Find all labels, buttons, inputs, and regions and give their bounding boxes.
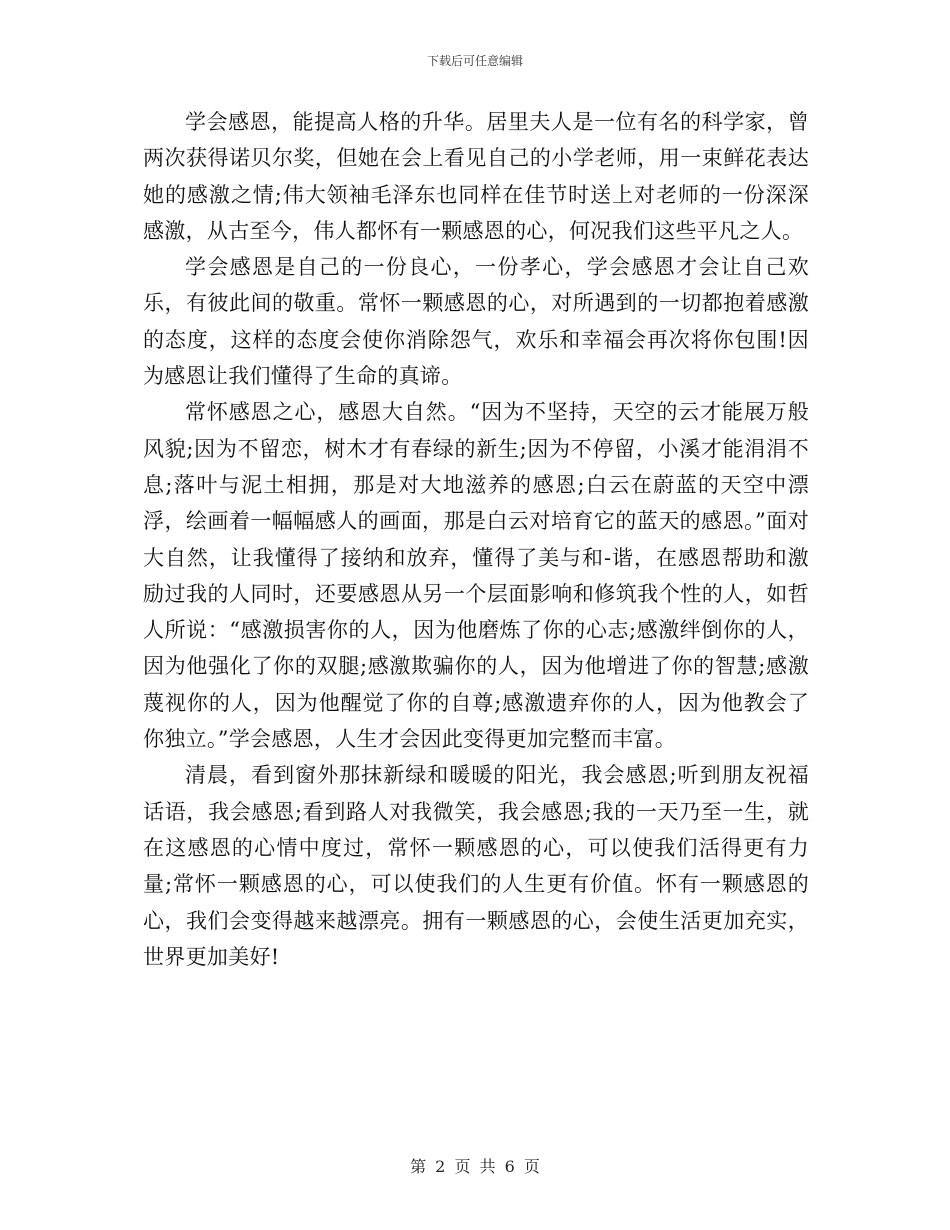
page-number-footer: 第 2 页 共 6 页	[410, 1157, 540, 1176]
paragraph: 学会感恩，能提高人格的升华。居里夫人是一位有名的科学家，曾两次获得诺贝尔奖，但她在会上看见自己的小学老师，用一束鲜花表达她的感激之情;伟大领袖毛泽东也同样在佳节时送上对老师的一份深深感激，从古至今，伟人都怀有一颗感恩的心，何况我们这些平凡之人。	[143, 110, 809, 243]
paragraph: 清晨，看到窗外那抹新绿和暖暖的阳光，我会感恩;听到朋友祝福话语，我会感恩;看到路人对我微笑，我会感恩;我的一天乃至一生，就在这感恩的心情中度过，常怀一颗感恩的心，可以使我们活得更有力量;常怀一颗感恩的心，可以使我们的人生更有价值。怀有一颗感恩的心，我们会变得越来越漂亮。拥有一颗感恩的心，会使生活更加充实，世界更加美好!	[143, 763, 809, 969]
paragraph: 学会感恩是自己的一份良心，一份孝心，学会感恩才会让自己欢乐，有彼此间的敬重。常怀一颗感恩的心，对所遇到的一切都抱着感激的态度，这样的态度会使你消除怨气，欢乐和幸福会再次将你包围!因为感恩让我们懂得了生命的真谛。	[143, 255, 809, 389]
page-header: 下载后可任意编辑	[426, 54, 523, 68]
paragraph: 常怀感恩之心，感恩大自然。“因为不坚持，天空的云才能展万般风貌;因为不留恋，树木才有春绿的新生;因为不停留，小溪才能涓涓不息;落叶与泥土相拥，那是对大地滋养的感恩;白云在蔚蓝的天空中漂浮，绘画着一幅幅感人的画面，那是白云对培育它的蓝天的感恩。”面对大自然，让我懂得了接纳和放弃，懂得了美与和-谐，在感恩帮助和激励过我的人同时，还要感恩从另一个层面影响和修筑我个性的人，如哲人所说：“感激损害你的人，因为他磨炼了你的心志;感激绊倒你的人，因为他强化了你的双腿;感激欺骗你的人，因为他增进了你的智慧;感激蔑视你的人，因为他醒觉了你的自尊;感激遗弃你的人，因为他教会了你独立。”学会感恩，人生才会因此变得更加完整而丰富。	[143, 400, 809, 752]
document-body	[143, 104, 809, 975]
